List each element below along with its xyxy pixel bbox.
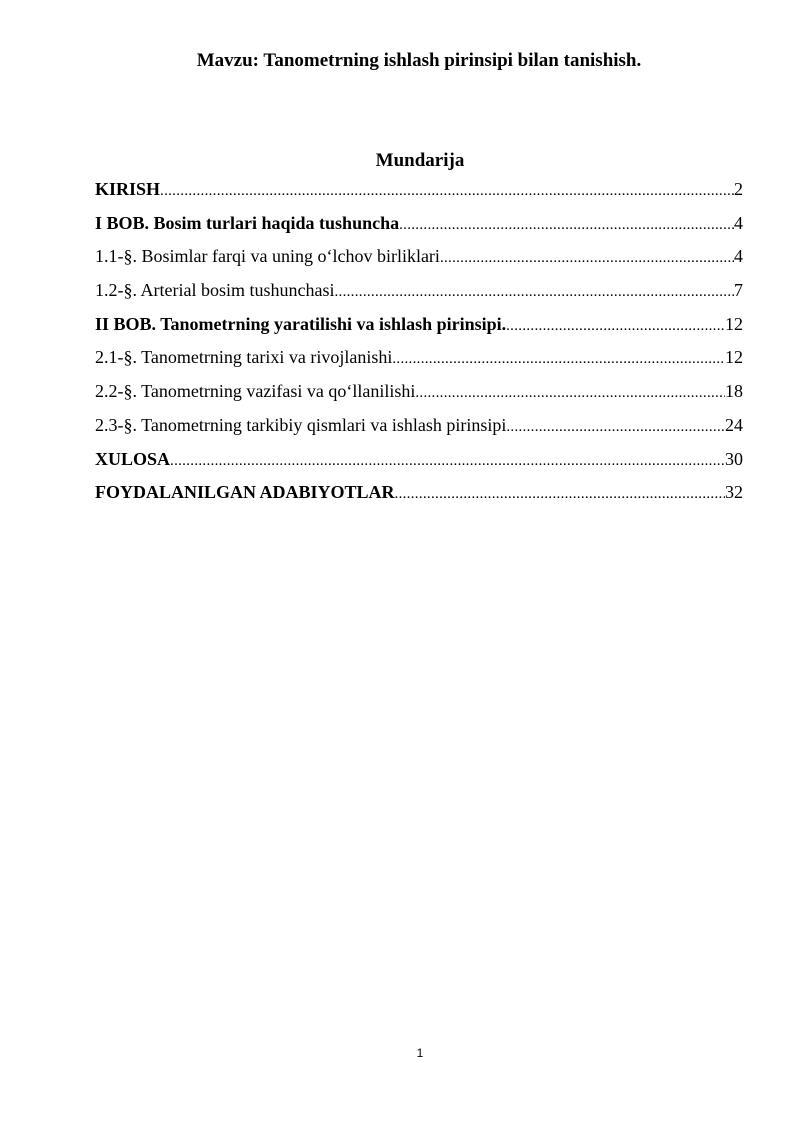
- toc-entry-page: 32: [725, 482, 743, 503]
- toc-entry-page: 4: [734, 246, 743, 267]
- toc-leader-dots: [506, 411, 725, 443]
- toc-entry-section-1-1[interactable]: [95, 240, 743, 274]
- toc-leader-dots: [395, 478, 725, 510]
- toc-entry-page: 7: [734, 280, 743, 301]
- toc-entry-chapter-1[interactable]: [95, 207, 743, 241]
- toc-entry-page: 12: [725, 347, 743, 368]
- toc-entry-label: FOYDALANILGAN ADABIYOTLAR: [95, 482, 395, 503]
- toc-entry-label: 1.1-§. Bosimlar farqi va uning o‘lchov birliklari: [95, 246, 440, 267]
- toc-entry-page: 2: [734, 179, 743, 199]
- document-title: Mavzu: Tanometrning ishlash pirinsipi bilan tanishish.: [196, 50, 642, 71]
- toc-leader-dots: [334, 276, 734, 308]
- toc-entry-label: 2.2-§. Tanometrning vazifasi va qo‘llanilishi: [95, 381, 416, 402]
- toc-entry-references[interactable]: [95, 476, 743, 510]
- toc-entry-section-1-2[interactable]: [95, 274, 743, 308]
- toc-entry-label: 1.2-§. Arterial bosim tushunchasi: [95, 280, 335, 301]
- toc-entry-label: 2.3-§. Tanometrning tarkibiy qismlari va ishlash pirinsipi: [95, 414, 507, 435]
- toc-leader-dots: [415, 377, 725, 409]
- toc-entry-label: 2.1-§. Tanometrning tarixi va rivojlanishi: [95, 347, 393, 368]
- toc-leader-dots: [160, 175, 734, 207]
- toc-entry-page: 30: [725, 448, 743, 469]
- toc-entry-label: II BOB. Tanometrning yaratilishi va ishlash pirinsipi.: [95, 313, 507, 334]
- toc-entry-section-2-2[interactable]: [95, 375, 743, 409]
- toc-entry-xulosa[interactable]: [95, 443, 743, 477]
- toc-entry-label: I BOB. Bosim turlari haqida tushuncha: [95, 212, 400, 233]
- toc-entry-page: 4: [734, 212, 743, 233]
- toc-leader-dots: [392, 343, 725, 375]
- toc-entry-section-2-1[interactable]: [95, 341, 743, 375]
- toc-leader-dots: [399, 209, 734, 241]
- toc-entry-label: XULOSA: [95, 448, 171, 469]
- page-number: 1: [416, 1046, 424, 1060]
- toc-heading: Mundarija: [375, 150, 465, 171]
- toc-leader-dots: [170, 445, 725, 477]
- toc-leader-dots: [506, 310, 725, 342]
- toc-entry-page: 18: [725, 381, 743, 402]
- toc-entry-label: KIRISH: [95, 179, 161, 199]
- toc-entry-kirish[interactable]: [95, 173, 743, 207]
- table-of-contents: [95, 173, 743, 510]
- toc-leader-dots: [440, 242, 734, 274]
- toc-entry-chapter-2[interactable]: [95, 308, 743, 342]
- toc-entry-page: 24: [725, 414, 743, 435]
- toc-entry-section-2-3[interactable]: [95, 409, 743, 443]
- toc-entry-page: 12: [725, 313, 743, 334]
